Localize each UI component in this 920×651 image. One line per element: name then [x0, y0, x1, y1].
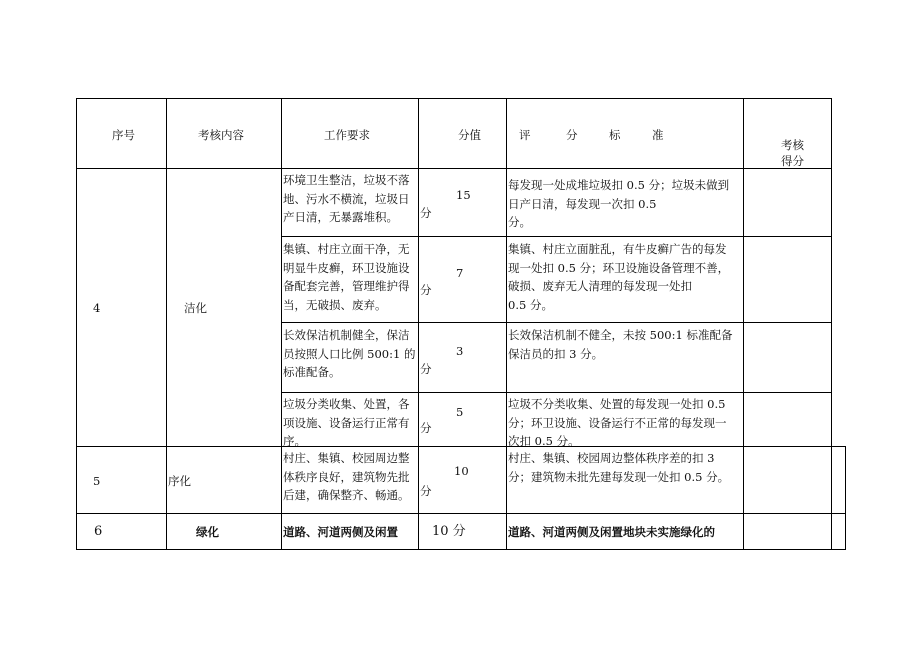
header-criteria-3: 标: [609, 128, 621, 142]
header-score: 分值: [458, 128, 481, 142]
row2-bottom-border: [281, 322, 832, 323]
row6-criteria: 道路、河道两侧及闲置地块未实施绿化的: [508, 525, 715, 539]
col-seq-border: [166, 98, 167, 550]
row2-unit: 分: [420, 283, 432, 297]
row6-requirement: 道路、河道两侧及闲置: [283, 525, 398, 539]
col-crit-border: [743, 98, 744, 550]
col-score-border: [506, 98, 507, 550]
row1-bottom-border: [281, 236, 832, 237]
section4-name: 洁化: [184, 301, 207, 315]
row1-requirement: 环境卫生整洁，垃圾不落 地、污水不横流，垃圾日 产日清，无暴露堆积。: [283, 173, 410, 224]
row2-criteria: 集镇、村庄立面脏乱，有牛皮癣广告的每发 现一处扣 0.5 分；环卫设施设备管理不善， 破损、废弃无人清理的每发现一处扣 0.5 分。: [508, 242, 730, 312]
row3-criteria: 长效保洁机制不健全，未按 500:1 标准配备 保洁员的扣 3 分。: [508, 328, 733, 361]
header-content: 考核内容: [198, 128, 244, 142]
header-criteria-2: 分: [566, 128, 578, 142]
row4-unit: 分: [420, 421, 432, 435]
row6-score: 10 分: [432, 524, 466, 539]
row4-requirement: 垃圾分类收集、处置，各 项设施、设备运行正常有 序。: [283, 397, 410, 448]
row2-score: 7: [456, 266, 464, 280]
row1-score: 15: [456, 188, 471, 202]
row1-criteria: 每发现一处成堆垃圾扣 0.5 分；垃圾未做到 日产日清，每发现一次扣 0.5 分。: [508, 178, 730, 229]
row2-requirement: 集镇、村庄立面干净，无 明显牛皮癣，环卫设施设 备配套完善，管理维护得 当，无破损、废弃。: [283, 242, 410, 312]
header-criteria-1: 评: [519, 128, 531, 142]
section5-name: 序化: [168, 474, 191, 488]
section5-number: 5: [93, 474, 101, 488]
col-result-border: [831, 98, 832, 550]
section5-bottom-border: [76, 513, 846, 514]
row3-unit: 分: [420, 362, 432, 376]
row3-requirement: 长效保洁机制健全，保洁 员按照人口比例 500:1 的 标准配备。: [283, 328, 416, 379]
header-requirements: 工作要求: [324, 128, 370, 142]
col-content-border: [281, 98, 282, 550]
section4-bottom-border: [76, 446, 846, 447]
row4-score: 5: [456, 405, 464, 419]
row3-bottom-border: [281, 392, 832, 393]
left-border: [76, 98, 77, 550]
section4-number: 4: [93, 301, 101, 315]
header-bottom-border: [76, 168, 831, 169]
section6-number: 6: [94, 524, 103, 539]
section6-name: 绿化: [196, 525, 219, 539]
row5-score: 10: [454, 464, 469, 478]
row4-criteria: 垃圾不分类收集、处置的每发现一处扣 0.5 分；环卫设施、设备运行不正常的每发现一 次扣 0.5 分。: [508, 397, 727, 448]
row5-unit: 分: [420, 484, 432, 498]
bottom-border: [76, 549, 846, 550]
row1-unit: 分: [420, 206, 432, 220]
header-seq: 序号: [112, 128, 135, 142]
col-req-border: [418, 98, 419, 550]
header-result-2: 得分: [781, 154, 804, 168]
header-criteria-4: 准: [652, 128, 664, 142]
header-result-1: 考核: [781, 138, 804, 152]
row5-requirement: 村庄、集镇、校园周边整 体秩序良好，建筑物先批 后建，确保整齐、畅通。: [283, 451, 410, 502]
row3-score: 3: [456, 344, 464, 358]
row5-criteria: 村庄、集镇、校园周边整体秩序差的扣 3 分；建筑物未批先建每发现一处扣 0.5 分。: [508, 451, 730, 484]
top-border: [76, 98, 831, 99]
right-edge-border: [845, 446, 846, 550]
